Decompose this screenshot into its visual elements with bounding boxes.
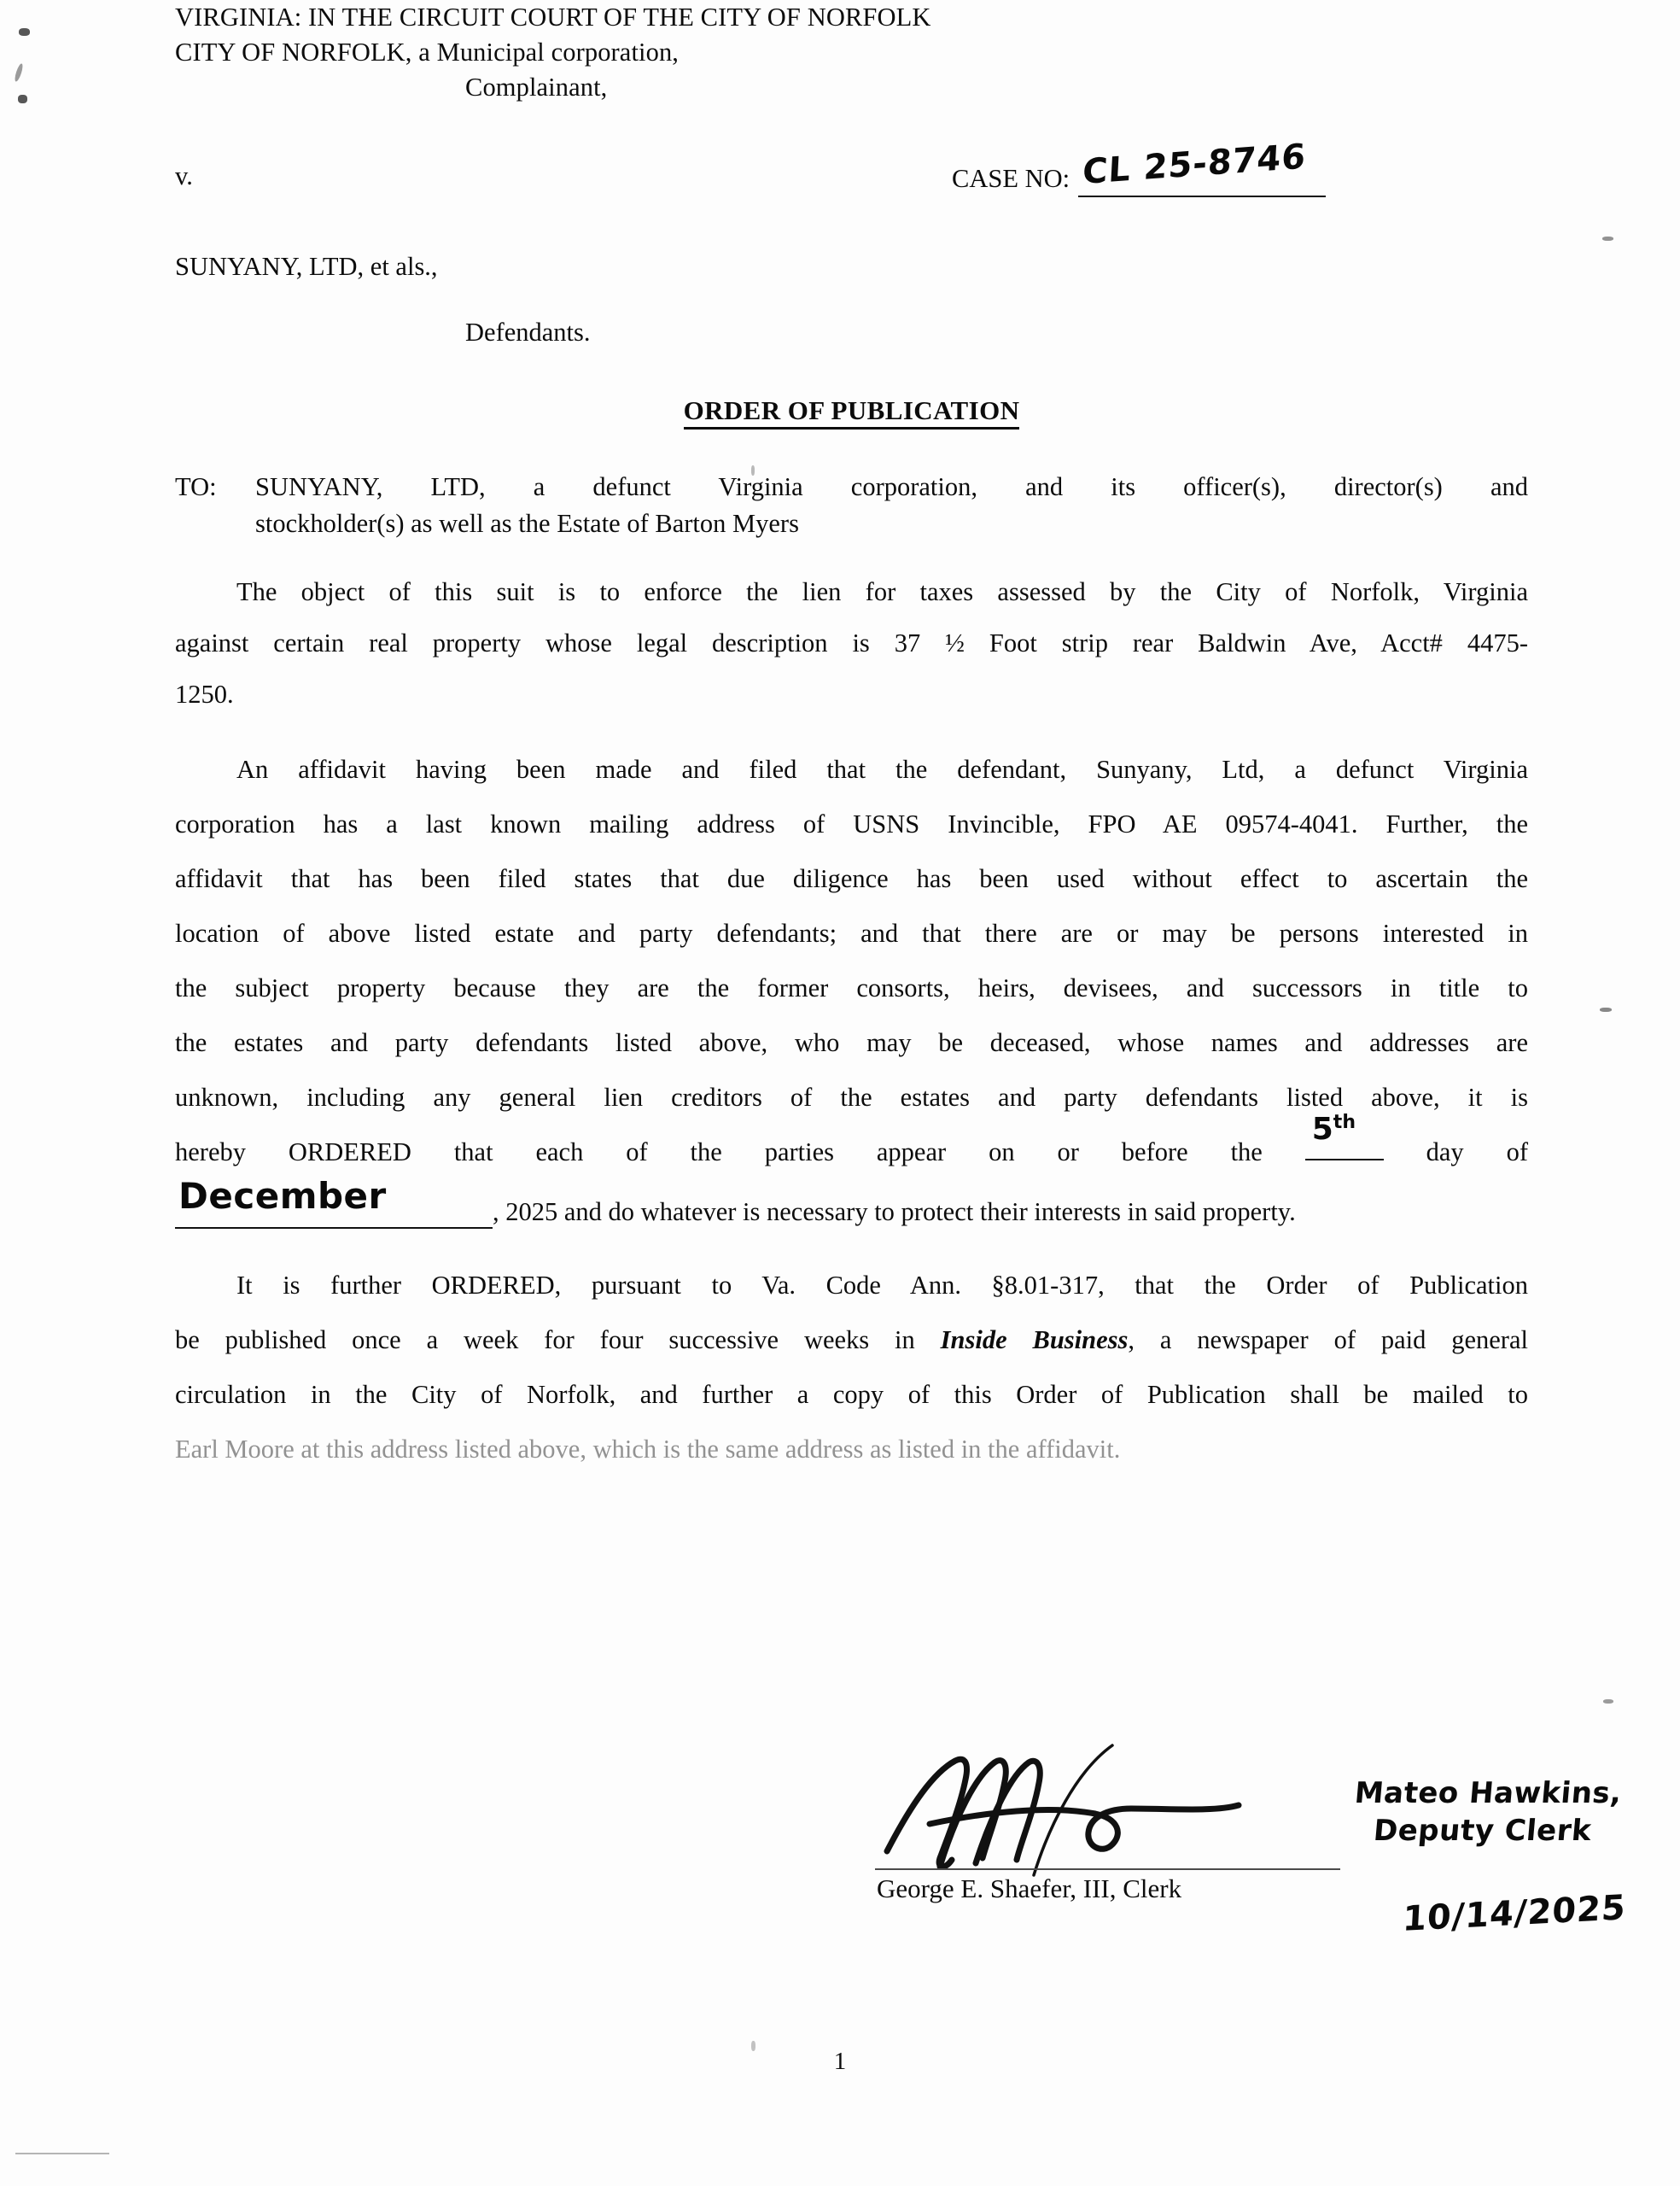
case-number-handwritten: CL 25-8746 (1082, 137, 1308, 192)
scan-edge-line (15, 2153, 109, 2154)
affidavit-line-5: the subject property because they are the former consorts, heirs, devisees, and successors in title to (175, 973, 1528, 1002)
paragraph-affidavit (175, 742, 1528, 1179)
month-handwritten: December (178, 1175, 387, 1217)
paragraph-object (175, 566, 1528, 720)
affidavit-line-3: affidavit that has been filed states that due diligence has been used without effect to ascertain the (175, 864, 1528, 893)
affidavit-line-2: corporation has a last known mailing address of USNS Invincible, FPO AE 09574-4041. Further, the (175, 810, 1528, 839)
scan-speck (1603, 1699, 1613, 1704)
document-body (175, 0, 1528, 1476)
object-line-3: 1250. (175, 680, 234, 709)
complainant-heading: CITY OF NORFOLK, a Municipal corporation, (175, 38, 680, 67)
complainant-label: Complainant, (465, 73, 608, 102)
ordered-line-post: day of (1426, 1137, 1528, 1166)
deputy-clerk-handwritten (1350, 1774, 1623, 1850)
case-number-label: CASE NO: (952, 164, 1070, 193)
defendants-label: Defendants. (465, 318, 591, 347)
versus-case-row (175, 137, 1528, 211)
page-title (175, 395, 1528, 426)
scan-speck (1602, 237, 1613, 241)
deputy-name: Mateo Hawkins, (1353, 1776, 1624, 1810)
to-body (255, 469, 1528, 542)
to-line-2: stockholder(s) as well as the Estate of Barton Myers (255, 509, 799, 538)
case-number-blank (1078, 137, 1326, 197)
publication-line-3: circulation in the City of Norfolk, and further a copy of this Order of Publication shall be mailed to (175, 1380, 1528, 1409)
scan-speck (14, 63, 25, 83)
scan-speck (1600, 1008, 1612, 1012)
day-blank (1305, 1112, 1384, 1160)
day-handwritten: 5th (1311, 1112, 1356, 1147)
month-date-row (175, 1175, 1528, 1239)
object-line-1: The object of this suit is to enforce the lien for taxes assessed by the City of Norfolk, Virginia (236, 577, 1528, 606)
signature-date-handwritten: 10/14/2025 (1401, 1888, 1627, 1939)
scan-speck (18, 95, 27, 103)
scan-speck (19, 28, 30, 36)
publication-line-4: Earl Moore at this address listed above, which is the same address as listed in the affidavit. (175, 1435, 1121, 1464)
clerk-signature-icon (866, 1723, 1396, 1885)
to-label: TO: (175, 472, 217, 501)
affidavit-line-6: the estates and party defendants listed above, who may be deceased, whose names and addresses are (175, 1028, 1528, 1057)
affidavit-line-4: location of above listed estate and party defendants; and that there are or may be persons interested in (175, 919, 1528, 948)
court-heading: VIRGINIA: IN THE CIRCUIT COURT OF THE CITY OF NORFOLK (175, 3, 931, 32)
affidavit-line-1: An affidavit having been made and filed that the defendant, Sunyany, Ltd, a defunct Virginia (236, 755, 1528, 784)
signature-line (875, 1868, 1340, 1870)
clerk-name: George E. Shaefer, III, Clerk (877, 1873, 1182, 1903)
ordered-line-pre: hereby ORDERED that each of the parties appear on or before the (175, 1137, 1263, 1166)
paragraph-publication (175, 1258, 1528, 1476)
publication-line-2-pre: be published once a week for four successive weeks in (175, 1325, 941, 1354)
object-line-2: against certain real property whose legal description is 37 ½ Foot strip rear Baldwin Ave, Acct# 4475- (175, 628, 1528, 658)
case-number-field (952, 137, 1326, 197)
year-and-text: , 2025 and do whatever is necessary to protect their interests in said property. (493, 1197, 1296, 1226)
page-number: 1 (833, 2048, 847, 2075)
month-blank (175, 1175, 493, 1229)
affidavit-line-7: unknown, including any general lien creditors of the estates and party defendants listed above, it is (175, 1083, 1528, 1112)
page-title-text: ORDER OF PUBLICATION (684, 395, 1020, 430)
newspaper-name: Inside Business (940, 1325, 1129, 1354)
to-block (175, 469, 1528, 542)
versus-label: v. (175, 161, 193, 190)
deputy-title: Deputy Clerk (1372, 1814, 1593, 1848)
to-line-1: SUNYANY, LTD, a defunct Virginia corporation, and its officer(s), director(s) and (255, 472, 1528, 501)
defendant-heading: SUNYANY, LTD, et als., (175, 252, 438, 281)
publication-line-2 (175, 1312, 1528, 1367)
publication-line-2-post: , a newspaper of paid general (1128, 1325, 1528, 1354)
publication-line-1: It is further ORDERED, pursuant to Va. Code Ann. §8.01-317, that the Order of Publication (236, 1271, 1528, 1300)
